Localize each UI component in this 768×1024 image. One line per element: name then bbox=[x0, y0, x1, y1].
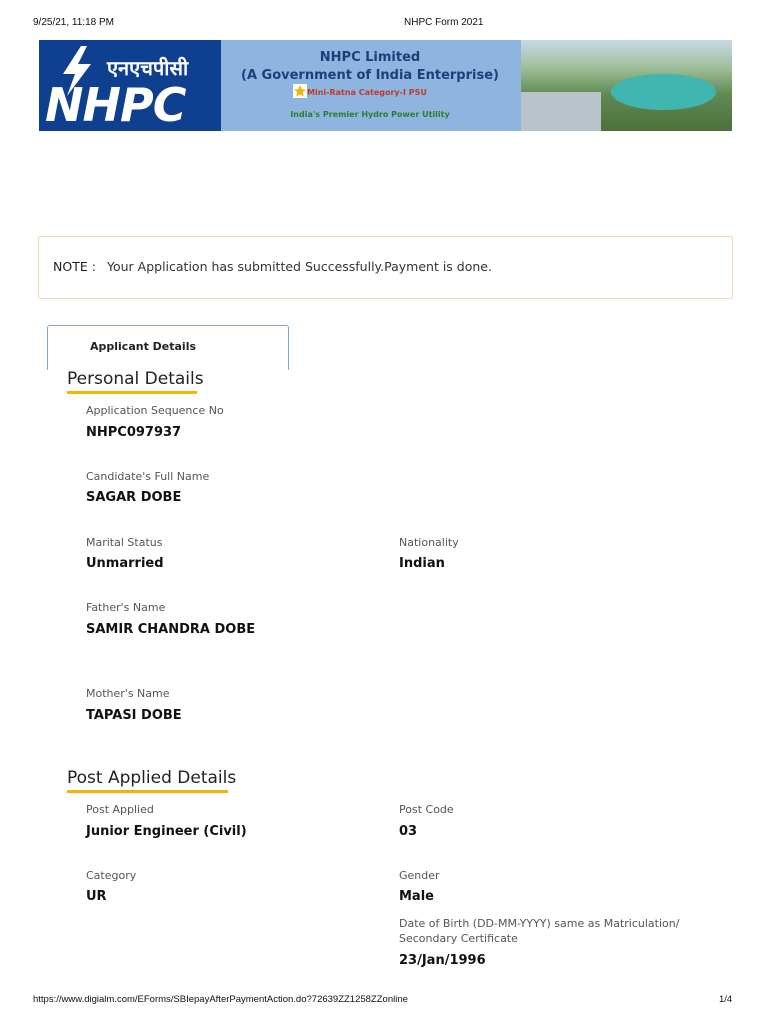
note-text: Your Application has submitted Successfully.Payment is done. bbox=[107, 259, 492, 274]
dob-label-line2: Secondary Certificate bbox=[399, 932, 518, 945]
star-icon bbox=[293, 84, 307, 98]
category-label: Category bbox=[86, 869, 137, 882]
post-applied-value: Junior Engineer (Civil) bbox=[86, 824, 247, 839]
post-applied-details-title: Post Applied Details bbox=[67, 768, 237, 788]
tab-applicant-details[interactable] bbox=[47, 325, 289, 370]
reservoir-shape bbox=[611, 74, 716, 110]
print-doc-title: NHPC Form 2021 bbox=[404, 17, 484, 28]
post-code-value: 03 bbox=[399, 824, 418, 839]
banner-mini-ratna: Mini-Ratna Category-I PSU bbox=[307, 88, 427, 97]
dam-photo bbox=[521, 40, 732, 131]
nationality-value: Indian bbox=[399, 556, 445, 571]
dob-value: 23/Jan/1996 bbox=[399, 953, 486, 968]
gender-value: Male bbox=[399, 889, 434, 904]
mother-name-value: TAPASI DOBE bbox=[86, 708, 182, 723]
nationality-label: Nationality bbox=[399, 536, 459, 549]
dob-label-line1: Date of Birth (DD-MM-YYYY) same as Matriculation/ bbox=[399, 917, 680, 930]
logo-hindi-text: एनएचपीसी bbox=[107, 56, 189, 80]
app-seq-value: NHPC097937 bbox=[86, 425, 182, 440]
success-note bbox=[38, 236, 733, 299]
section-underline bbox=[67, 391, 197, 394]
father-name-label: Father's Name bbox=[86, 601, 166, 614]
app-seq-label: Application Sequence No bbox=[86, 404, 224, 417]
marital-status-label: Marital Status bbox=[86, 536, 163, 549]
post-code-label: Post Code bbox=[399, 803, 454, 816]
banner-subtitle: (A Government of India Enterprise) bbox=[241, 68, 499, 83]
full-name-value: SAGAR DOBE bbox=[86, 490, 182, 505]
tab-label: Applicant Details bbox=[90, 340, 197, 353]
logo-text: NHPC bbox=[45, 78, 186, 131]
note-label: NOTE : bbox=[53, 259, 96, 274]
category-value: UR bbox=[86, 889, 107, 904]
post-applied-label: Post Applied bbox=[86, 803, 154, 816]
gender-label: Gender bbox=[399, 869, 440, 882]
section-underline bbox=[67, 790, 228, 793]
nhpc-banner bbox=[39, 40, 732, 131]
banner-tagline: India's Premier Hydro Power Utility bbox=[290, 110, 450, 119]
personal-details-title: Personal Details bbox=[67, 369, 204, 389]
print-datetime: 9/25/21, 11:18 PM bbox=[33, 17, 114, 28]
marital-status-value: Unmarried bbox=[86, 556, 164, 571]
father-name-value: SAMIR CHANDRA DOBE bbox=[86, 622, 256, 637]
full-name-label: Candidate's Full Name bbox=[86, 470, 210, 483]
banner-title: NHPC Limited bbox=[319, 50, 421, 65]
footer-url: https://www.digialm.com/EForms/SBIepayAfterPaymentAction.do?72639ZZ1258ZZonline bbox=[33, 994, 408, 1005]
dam-shape bbox=[521, 92, 601, 131]
mother-name-label: Mother's Name bbox=[86, 687, 170, 700]
footer-page-number: 1/4 bbox=[719, 994, 733, 1005]
nhpc-logo bbox=[39, 40, 221, 131]
